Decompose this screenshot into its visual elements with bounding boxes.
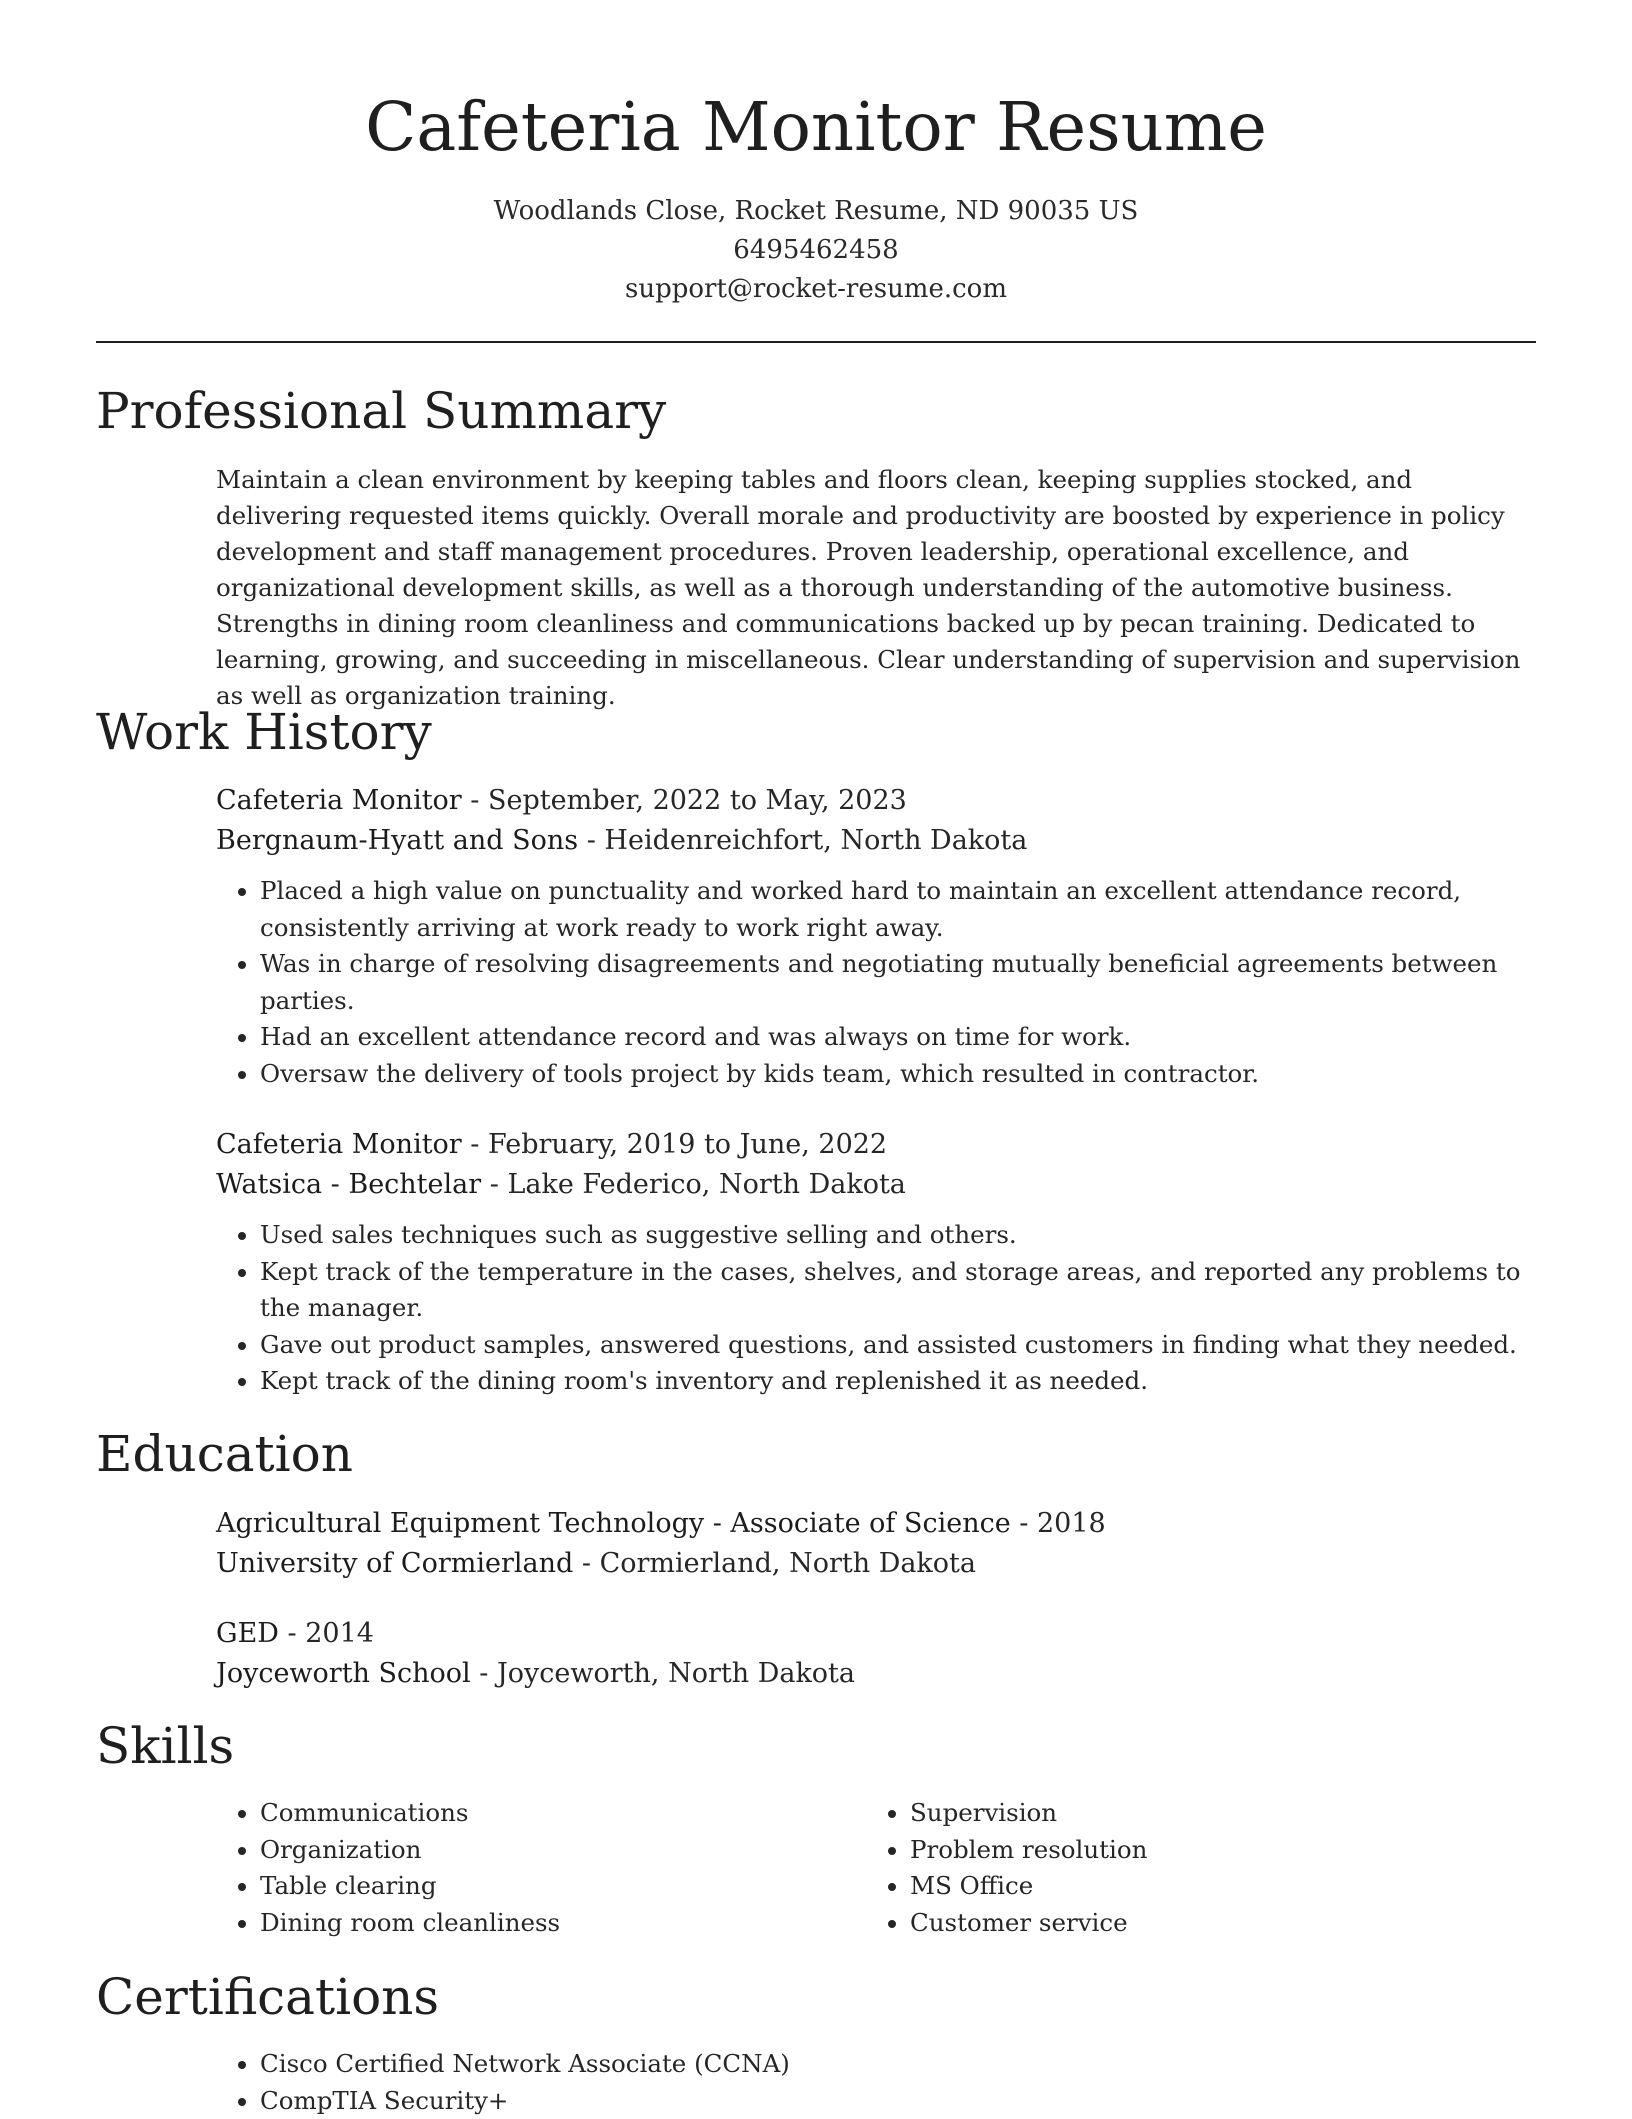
job-duties-list bbox=[216, 873, 1536, 1092]
skills-column-left bbox=[216, 1795, 816, 1941]
education-degree-line bbox=[216, 1614, 1536, 1654]
education-year: - 2018 bbox=[1011, 1508, 1106, 1539]
list-item: • MS Office bbox=[910, 1868, 1466, 1905]
certifications-block bbox=[216, 2046, 1536, 2119]
job-dates: - September, 2022 to May, 2023 bbox=[462, 785, 907, 816]
certifications-list bbox=[216, 2046, 1536, 2119]
list-item: • Communications bbox=[260, 1795, 816, 1832]
list-item: • Oversaw the delivery of tools project by kids team, which resulted in contractor. bbox=[260, 1056, 1536, 1093]
job-company-line bbox=[216, 1165, 1536, 1205]
skills-block bbox=[216, 1795, 1536, 1945]
job-entry bbox=[216, 1125, 1536, 1400]
job-location: - Heidenreichfort, North Dakota bbox=[578, 825, 1027, 856]
education-entry bbox=[216, 1614, 1536, 1694]
list-item: • CompTIA Security+ bbox=[260, 2083, 1536, 2119]
education-location: - Cormierland, North Dakota bbox=[573, 1548, 976, 1579]
section-heading-summary: Professional Summary bbox=[96, 379, 666, 443]
list-item: • Dining room cleanliness bbox=[260, 1905, 816, 1942]
list-item: • Placed a high value on punctuality and worked hard to maintain an excellent attendance record, consistently arriving at work ready to work right away. bbox=[260, 873, 1536, 946]
list-item: • Table clearing bbox=[260, 1868, 816, 1905]
job-company-line bbox=[216, 821, 1536, 861]
education-degree: GED bbox=[216, 1618, 279, 1649]
education-year: - 2014 bbox=[279, 1618, 374, 1649]
education-degree-line bbox=[216, 1504, 1536, 1544]
list-item: • Kept track of the dining room's inventory and replenished it as needed. bbox=[260, 1363, 1536, 1400]
resume-title: Cafeteria Monitor Resume bbox=[0, 82, 1632, 172]
job-dates: - February, 2019 to June, 2022 bbox=[462, 1129, 887, 1160]
education-location: - Joyceworth, North Dakota bbox=[471, 1658, 855, 1689]
education-degree: Agricultural Equipment Technology - Associate of Science bbox=[216, 1508, 1011, 1539]
skills-list bbox=[216, 1795, 816, 1941]
list-item: • Gave out product samples, answered questions, and assisted customers in finding what they needed. bbox=[260, 1327, 1536, 1364]
skills-column-right bbox=[866, 1795, 1466, 1941]
list-item: • Organization bbox=[260, 1832, 816, 1869]
education-school-line bbox=[216, 1544, 1536, 1584]
education-school: Joyceworth School bbox=[216, 1658, 471, 1689]
job-entry bbox=[216, 781, 1536, 1092]
job-company: Watsica - Bechtelar bbox=[216, 1169, 481, 1200]
job-title-line bbox=[216, 1125, 1536, 1165]
contact-phone: 6495462458 bbox=[0, 231, 1632, 270]
list-item: • Had an excellent attendance record and was always on time for work. bbox=[260, 1019, 1536, 1056]
contact-address: Woodlands Close, Rocket Resume, ND 90035 US bbox=[0, 192, 1632, 231]
section-heading-education: Education bbox=[96, 1422, 353, 1486]
list-item: • Was in charge of resolving disagreements and negotiating mutually beneficial agreements between parties. bbox=[260, 946, 1536, 1019]
job-title-line bbox=[216, 781, 1536, 821]
job-duties-list bbox=[216, 1217, 1536, 1400]
summary-block bbox=[216, 462, 1536, 714]
list-item: • Problem resolution bbox=[910, 1832, 1466, 1869]
list-item: • Cisco Certified Network Associate (CCNA) bbox=[260, 2046, 1536, 2083]
education-school: University of Cormierland bbox=[216, 1548, 573, 1579]
job-title: Cafeteria Monitor bbox=[216, 785, 462, 816]
list-item: • Supervision bbox=[910, 1795, 1466, 1832]
job-location: - Lake Federico, North Dakota bbox=[481, 1169, 906, 1200]
list-item: • Used sales techniques such as suggestive selling and others. bbox=[260, 1217, 1536, 1254]
job-title: Cafeteria Monitor bbox=[216, 1129, 462, 1160]
section-heading-certifications: Certifications bbox=[96, 1965, 439, 2029]
header-divider bbox=[96, 341, 1536, 343]
job-company: Bergnaum-Hyatt and Sons bbox=[216, 825, 578, 856]
education-entry bbox=[216, 1504, 1536, 1584]
section-heading-work-history: Work History bbox=[96, 700, 432, 764]
contact-info bbox=[0, 192, 1632, 309]
contact-email: support@rocket-resume.com bbox=[0, 270, 1632, 309]
skills-list bbox=[866, 1795, 1466, 1941]
list-item: • Customer service bbox=[910, 1905, 1466, 1942]
section-heading-skills: Skills bbox=[96, 1714, 234, 1778]
education-school-line bbox=[216, 1654, 1536, 1694]
summary-text: Maintain a clean environment by keeping tables and floors clean, keeping supplies stocked, and delivering requested items quickly. Overall morale and productivity are boosted by experience in policy development and staff management procedures. Proven leadership, operational excellence, and organizational development skills, as well as a thorough understanding of the automotive business. Strengths in dining room cleanliness and communications backed up by pecan training. Dedicated to learning, growing, and succeeding in miscellaneous. Clear understanding of supervision and supervision as well as organization training. bbox=[216, 462, 1536, 714]
list-item: • Kept track of the temperature in the cases, shelves, and storage areas, and reported any problems to the manager. bbox=[260, 1254, 1536, 1327]
